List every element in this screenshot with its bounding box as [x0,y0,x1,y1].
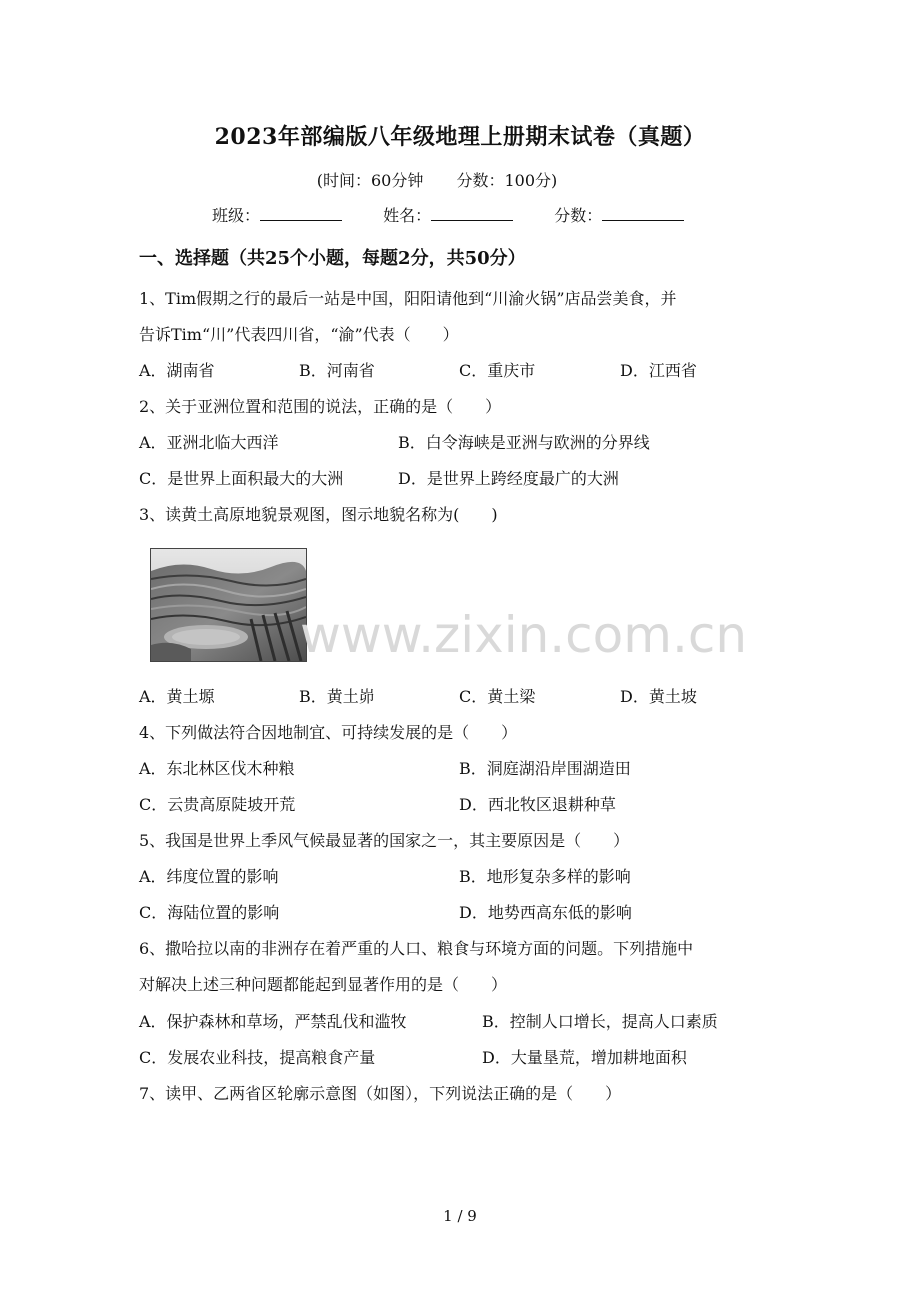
question-3-option-d: D．黄土坡 [620,687,697,706]
question-5-option-b: B．地形复杂多样的影响 [459,867,631,886]
question-1-option-a: A．湖南省 [139,361,215,380]
name-label: 姓名： [383,206,432,225]
question-2-option-c: C．是世界上面积最大的大洲 [139,469,344,488]
name-blank [431,206,513,221]
exam-subtitle [0,168,874,191]
question-4-option-d: D．西北牧区退耕种草 [459,795,616,814]
class-blank [260,206,342,221]
question-1-line-1: 1、Tim假期之行的最后一站是中国，阳阳请他到“川渝火锅”店品尝美食，并 [139,289,677,308]
score-field [554,203,684,226]
question-6-option-a: A．保护森林和草场，严禁乱伐和滥牧 [139,1012,407,1031]
question-4-option-b: B．洞庭湖沿岸围湖造田 [459,759,631,778]
question-3-option-b: B．黄土峁 [299,687,375,706]
question-4-line-1: 4、下列做法符合因地制宜、可持续发展的是（ ） [139,723,518,742]
question-1-line-2: 告诉Tim“川”代表四川省，“渝”代表（ ） [139,325,459,344]
question-1-option-c: C．重庆市 [459,361,536,380]
student-info-row [212,203,720,226]
question-5-line-1: 5、我国是世界上季风气候最显著的国家之一，其主要原因是（ ） [139,831,630,850]
question-3-option-a: A．黄土塬 [139,687,215,706]
question-5-option-a: A．纬度位置的影响 [139,867,279,886]
question-2-option-b: B．白令海峡是亚洲与欧洲的分界线 [398,433,650,452]
section-heading: 一、选择题（共25个小题，每题2分，共50分） [139,248,526,269]
watermark: www.zixin.com.cn [300,606,748,664]
question-6-line-1: 6、撒哈拉以南的非洲存在着严重的人口、粮食与环境方面的问题。下列措施中 [139,939,694,958]
question-6-line-2: 对解决上述三种问题都能起到显著作用的是（ ） [139,975,508,994]
question-5-option-d: D．地势西高东低的影响 [459,903,632,922]
question-4-option-a: A．东北林区伐木种粮 [139,759,295,778]
class-field [212,203,342,226]
question-6-option-b: B．控制人口增长，提高人口素质 [482,1012,718,1031]
question-2-line-1: 2、关于亚洲位置和范围的说法，正确的是（ ） [139,397,502,416]
question-1-option-b: B．河南省 [299,361,375,380]
exam-total-score: 分数：100分) [456,171,558,190]
score-blank [602,206,684,221]
question-5-option-c: C．海陆位置的影响 [139,903,280,922]
question-3-option-c: C．黄土梁 [459,687,536,706]
question-1-option-d: D．江西省 [620,361,697,380]
exam-title: 2023年部编版八年级地理上册期末试卷（真题） [214,124,706,150]
loess-plateau-photo [150,548,307,662]
question-6-option-d: D．大量垦荒，增加耕地面积 [482,1048,687,1067]
loess-landscape-image [151,549,306,661]
question-3-line-1: 3、读黄土高原地貌景观图，图示地貌名称为( ) [139,505,498,524]
score-label: 分数： [554,206,603,225]
name-field [383,203,513,226]
question-2-option-a: A．亚洲北临大西洋 [139,433,279,452]
page-number: 1 / 9 [443,1207,477,1225]
class-label: 班级： [212,206,261,225]
question-6-option-c: C．发展农业科技，提高粮食产量 [139,1048,376,1067]
question-2-option-d: D．是世界上跨经度最广的大洲 [398,469,619,488]
question-4-option-c: C．云贵高原陡坡开荒 [139,795,296,814]
exam-time: (时间：60分钟 [316,171,424,190]
question-7-line-1: 7、读甲、乙两省区轮廓示意图（如图），下列说法正确的是（ ） [139,1084,622,1103]
